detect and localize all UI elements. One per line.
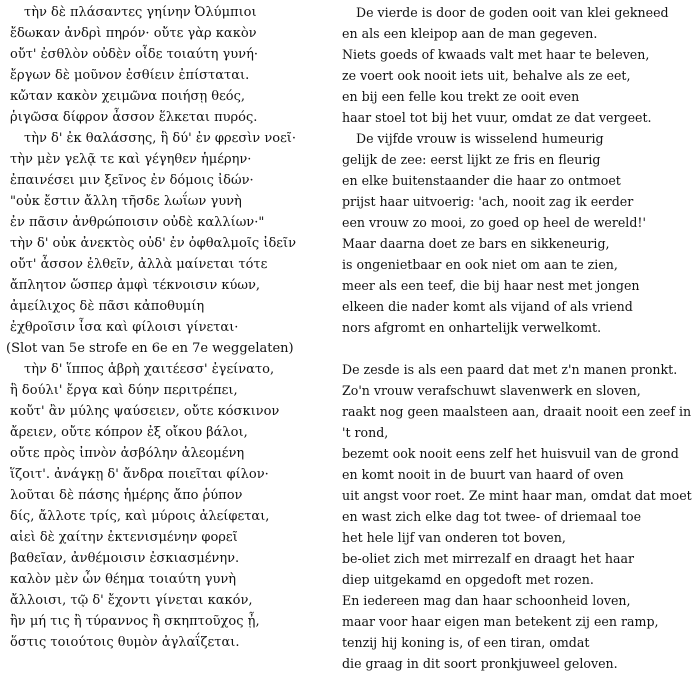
greek-verse-line: ἄπλητον ὥσπερ ἀμφὶ τέκνοισιν κύων,: [10, 278, 261, 293]
dutch-verse-line: en wast zich elke dag tot twee- of driemaal toe: [342, 509, 642, 524]
dutch-verse-line: En iedereen mag dan haar schoonheid loven,: [342, 593, 631, 608]
greek-verse-line: ἀμείλιχος δὲ πᾶσι κἀποθυμίη: [10, 299, 205, 314]
greek-verse-line: ἔργων δὲ μοῦνον ἐσθίειν ἐπίσταται.: [10, 68, 250, 83]
dutch-verse-line: bezemt ook nooit eens zelf het huisvuil van de grond: [342, 446, 679, 461]
dutch-verse-line: diep uitgekamd en opgedoft met rozen.: [342, 572, 594, 587]
greek-verse-line: λοῦται δὲ πάσης ἡμέρης ἄπο ῥύπον: [10, 488, 243, 503]
greek-verse-line: ῥιγῶσα δίφρον ἆσσον ἕλκεται πυρός.: [10, 110, 258, 125]
dutch-verse-line: en elke buitenstaander die haar zo ontmoet: [342, 173, 621, 188]
dutch-verse-line: het hele lijf van onderen tot boven,: [342, 530, 566, 545]
dutch-translation-column: [342, 2, 692, 674]
dutch-verse-line: De vierde is door de goden ooit van klei gekneed: [356, 5, 669, 20]
dutch-verse-line: meer als een teef, die bij haar nest met jongen: [342, 278, 640, 293]
greek-verse-line: τὴν δ' οὐκ ἀνεκτὸς οὐδ' ἐν ὀφθαλμοῖς ἰδεῖν: [10, 236, 296, 251]
dutch-verse-line: ze voert ook nooit iets uit, behalve als ze eet,: [342, 68, 631, 83]
dutch-verse-line: raakt nog geen maalsteen aan, draait nooit een zeef in: [342, 404, 692, 419]
greek-verse-line: ἄλλοισι, τῷ δ' ἔχοντι γίνεται κακόν,: [10, 593, 253, 608]
dutch-verse-line: prijst haar uitvoerig: 'ach, nooit zag ik eerder: [342, 194, 634, 209]
dutch-verse-line: tenzij hij koning is, of een tiran, omdat: [342, 635, 590, 650]
dutch-verse-line: De zesde is als een paard dat met z'n manen pronkt.: [342, 362, 678, 377]
dutch-verse-line: een vrouw zo mooi, zo goed op heel de wereld!': [342, 215, 646, 230]
dutch-verse-line: en als een kleipop aan de man gegeven.: [342, 26, 598, 41]
dutch-verse-line: haar stoel tot bij het vuur, omdat ze dat vergeet.: [342, 110, 652, 125]
greek-verse-line: αἰεὶ δὲ χαίτην ἐκτενισμένην φορεῖ: [10, 530, 238, 545]
dutch-verse-line: Niets goeds of kwaads valt met haar te beleven,: [342, 47, 650, 62]
greek-verse-line: οὔτε πρὸς ἰπνὸν ἀσβόλην ἀλεομένη: [10, 446, 245, 461]
greek-verse-line: ἣ δούλι' ἔργα καὶ δύην περιτρέπει,: [10, 383, 238, 398]
greek-verse-line: οὔτ' ἆσσον ἐλθεῖν, ἀλλὰ μαίνεται τότε: [10, 257, 268, 272]
greek-verse-line: κὤταν κακὸν χειμῶνα ποιήσῃ θεός,: [10, 89, 246, 104]
dutch-verse-line: en bij een felle kou trekt ze ooit even: [342, 89, 580, 104]
greek-verse-line: τὴν δ' ἵππος ἁβρὴ χαιτέεσσ' ἐγείνατο,: [24, 362, 275, 377]
greek-verse-line: καλὸν μὲν ὦν θέημα τοιαύτη γυνὴ: [10, 572, 237, 587]
dutch-verse-line: die graag in dit soort pronkjuweel geloven.: [342, 656, 618, 671]
dutch-verse-line: maar voor haar eigen man betekent zij een ramp,: [342, 614, 659, 629]
greek-verse-line: ἄρειεν, οὔτε κόπρον ἐξ οἴκου βάλοι,: [10, 425, 248, 440]
dutch-verse-line: [342, 338, 642, 359]
greek-verse-line: ἐν πᾶσιν ἀνθρώποισιν οὐδὲ καλλίων·": [10, 215, 265, 230]
dutch-verse-line: en komt nooit in de buurt van haard of oven: [342, 467, 624, 482]
dutch-verse-line: gelijk de zee: eerst lijkt ze fris en fleurig: [342, 152, 601, 167]
dutch-verse-line: is ongenietbaar en ook niet om aan te zien,: [342, 257, 618, 272]
dutch-verse-line: elkeen die nader komt als vijand of als vriend: [342, 299, 633, 314]
greek-verse-line: ἵζοιτ'. ἀνάγκῃ δ' ἄνδρα ποιεῖται φίλον·: [10, 467, 269, 482]
dutch-verse-line: Zo'n vrouw verafschuwt slavenwerk en sloven,: [342, 383, 641, 398]
greek-verse-line: δίς, ἄλλοτε τρίς, καὶ μύροις ἀλείφεται,: [10, 509, 270, 524]
greek-verse-line: ἐπαινέσει μιν ξεῖνος ἐν δόμοις ἰδών·: [10, 173, 254, 188]
dutch-verse-line: Maar daarna doet ze bars en sikkeneurig,: [342, 236, 610, 251]
greek-verse-line: βαθεῖαν, ἀνθέμοισιν ἐσκιασμένην.: [10, 551, 240, 566]
dutch-verse-line: nors afgromt en onhartelijk verwelkomt.: [342, 320, 602, 335]
greek-verse-line: ἢν μή τις ἢ τύραννος ἢ σκηπτοῦχος ᾖ,: [10, 614, 260, 629]
greek-verse-line: οὔτ' ἐσθλὸν οὐδὲν οἶδε τοιαύτη γυνή·: [10, 47, 258, 62]
greek-verse-line: ὅστις τοιούτοις θυμὸν ἀγλαΐζεται.: [10, 635, 240, 650]
greek-verse-line: τὴν δ' ἐκ θαλάσσης, ἣ δύ' ἐν φρεσὶν νοεῖ·: [24, 131, 297, 146]
greek-verse-line: "οὐκ ἔστιν ἄλλη τῆσδε λωΐων γυνὴ: [10, 194, 242, 209]
dutch-verse-line: De vijfde vrouw is wisselend humeurig: [356, 131, 604, 146]
dutch-verse-line: uit angst voor roet. Ze mint haar man, omdat dat moet: [342, 488, 692, 503]
greek-verse-line: κοὔτ' ἂν μύλης ψαύσειεν, οὔτε κόσκινον: [10, 404, 280, 419]
greek-verse-line: τὴν μὲν γελᾷ τε καὶ γέγηθεν ἡμέρην·: [10, 152, 252, 167]
greek-text-column: [6, 2, 330, 653]
greek-verse-line: ἐχθροῖσιν ἶσα καὶ φίλοισι γίνεται·: [10, 320, 239, 335]
dutch-verse-line: be-oliet zich met mirrezalf en draagt het haar: [342, 551, 635, 566]
greek-verse-line: τὴν δὲ πλάσαντες γηίνην Ὀλύμπιοι: [24, 5, 257, 20]
dutch-verse-line: 't rond,: [342, 425, 389, 440]
greek-verse-line: ἔδωκαν ἀνδρὶ πηρόν· οὔτε γὰρ κακὸν: [10, 26, 257, 41]
editorial-note: (Slot van 5e strofe en 6e en 7e weggelaten): [6, 341, 294, 356]
